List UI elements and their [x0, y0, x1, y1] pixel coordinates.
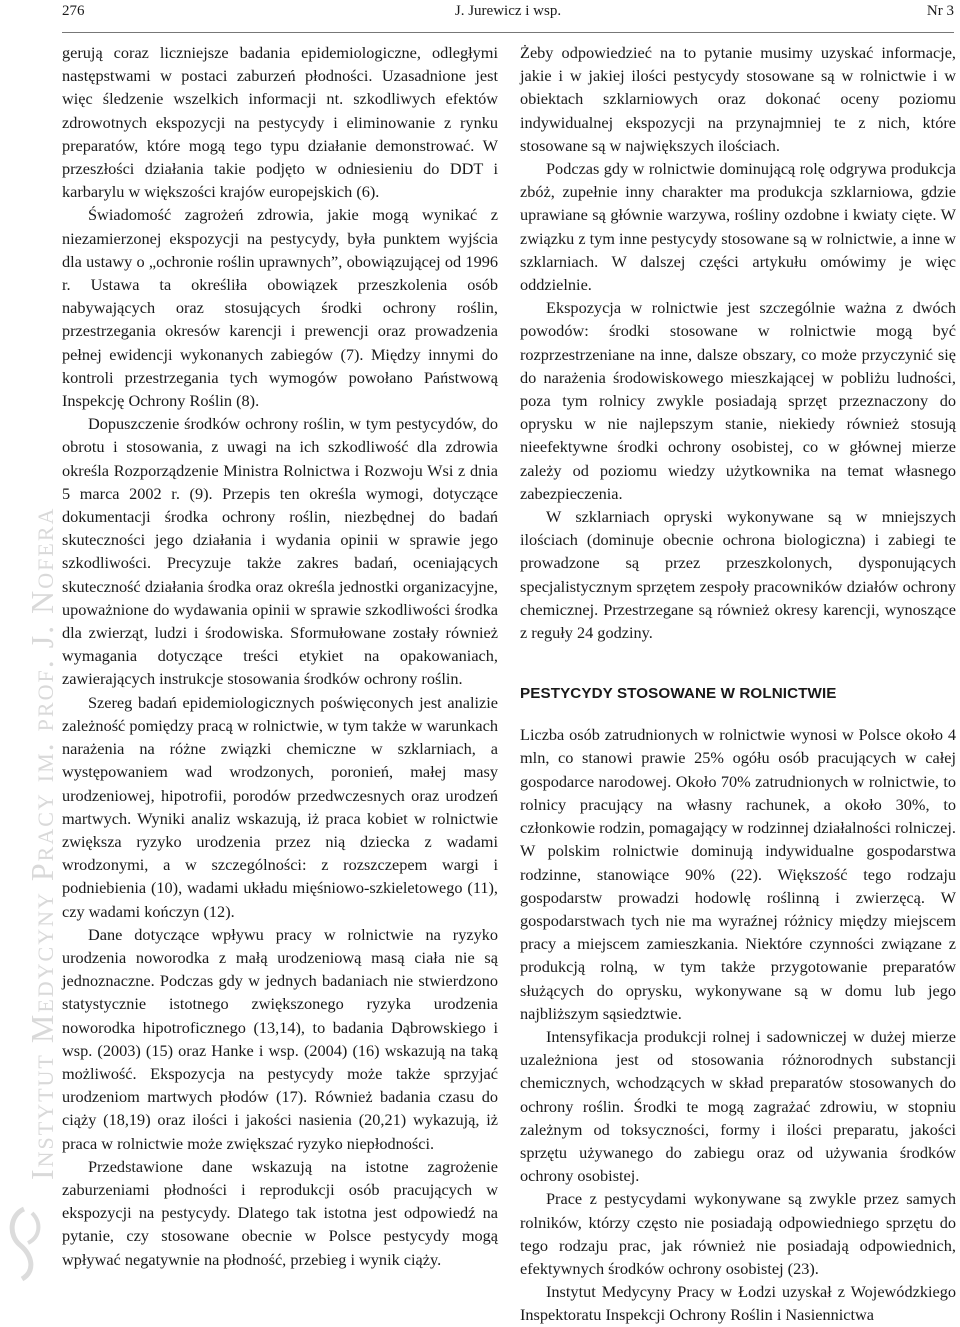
section-heading: PESTYCYDY STOSOWANE W ROLNICTWIE [520, 685, 837, 703]
paragraph: Żeby odpowiedzieć na to pytanie musimy uzyskać informacje, jakie i w jakiej ilości pestycydy stosowane są w rolnictwie i w obiektach szklarniowych oraz dokonać oceny poziomu indywidualnej ekspozycji na przynajmniej te z nich, które stosowane są w największych ilościach. [520, 43, 956, 155]
page-number: 276 [62, 3, 85, 19]
paragraph: Intensyfikacja produkcji rolnej i sadowniczej w dużej mierze uzależniona jest od stosowania różnorodnych substancji chemicznych, wchodzących w skład preparatów stosowanych do ochrony roślin. Środki te mogą zagrażać zdrowiu, w stopniu zależnym od toksyczności, formy i ilości preparatu, jakości sprzętu używanego do zabiegu oraz od używania środków ochrony osobistej. [520, 1026, 956, 1186]
paragraph: Prace z pestycydami wykonywane są zwykle przez samych rolników, którzy często nie posiadają odpowiedniego sprzętu do tego rodzaju prac, jak również nie posiadają odpowiednich, efektywnych środków ochrony osobistej (23). [520, 1189, 956, 1278]
paragraph: Instytut Medycyny Pracy w Łodzi uzyskał z Wojewódzkiego Inspektoratu Inspekcji Ochrony Roślin i Nasiennictwa [520, 1282, 956, 1325]
paragraph: W szklarniach opryski wykonywane są w mniejszych ilościach (dominuje obecnie ochrona biologiczna) i zabiegi te prowadzone są przez przeszkolonych, dysponujących specjalistycznym sprzętem zespoły pracowników działów ochrony chemicznej. Przestrzegane są również okresy karencji, wynoszące z reguły 24 godziny. [520, 507, 956, 643]
publisher-watermark: Instytut Medycyny Pracy im. prof. J. Nofera [24, 506, 60, 1180]
paragraph: Dopuszczenie środków ochrony roślin, w tym pestycydów, do obrotu i stosowania, z uwagi na ich szkodliwość dla zdrowia określa Rozporządzenie Ministra Rolnictwa i Rozwoju Wsi z dnia 5 marca 2002 r. (9). Przepis ten określa wymogi, dotyczące dokumentacji środka ochrony roślin, niezbędnej do badań skuteczności jego działania i wydania opinii w sprawie jego szkodliwości. Precyzuje także zakres badań, oceniających skuteczność działania środka oraz określa jednostki organizacyjne, upoważnione do wydawania opinii w sprawie szkodliwości środka dla zwierząt, ludzi i środowiska. Sformułowane zostały również wymagania dotyczące treści etykiet na opakowaniach, zawierających instrukcje stosowania środków ochrony roślin. [62, 414, 498, 689]
paragraph: Szereg badań epidemiologicznych poświęconych jest analizie zależność pomiędzy pracą w rolnictwie, w tym także w warunkach narażenia na różne związki chemiczne w szklarniach, a występowaniem wad wrodzonych, poronień, małej masy urodzeniowej, hipotrofii, porodów przedwczesnych oraz urodzeń martwych. Wyniki analiz wskazują, iż praca kobiet w rolnictwie zwiększa ryzyko urodzenia przez nią dziecka z wadami wrodzonymi, a w szczególności: z rozszczepem wargi i podniebienia (10), wadami układu mięśniowo-szkieletowego (11), czy wadami kończyn (12). [62, 692, 498, 921]
paragraph: Podczas gdy w rolnictwie dominującą rolę odgrywa produkcja zbóż, zupełnie inny charakter ma produkcja szklarniowa, gdzie uprawiane są głównie warzywa, rośliny ozdobne i kwiaty cięte. W związku z tym inne pestycydy stosowane są w rolnictwie, a inne w szklarniach. W dalszej części artykułu omówimy je więc oddzielnie. [520, 159, 956, 295]
paragraph: Dane dotyczące wpływu pracy w rolnictwie na ryzyko urodzenia noworodka z małą urodzeniową masą ciała nie są jednoznaczne. Podczas gdy w jednych badaniach nie stwierdzono statystycznie istotnego zwiększonego ryzyka urodzenia noworodka hipotroficznego (13,14), to badania Dąbrowskiego i wsp. (2003) (15) oraz Hanke i wsp. (2004) (16) wskazują na taką możliwość. Ekspozycja na pestycydy może także sprzyjać urodzeniom martwych płodów (17). Również badania czasu do ciąży (18,19) oraz ilości i jakości nasienia (20,21) wykazują, iż praca w rolnictwie może zwiększać ryzyko niepłodności. [62, 924, 498, 1153]
publisher-logo-icon [2, 1205, 46, 1283]
paragraph: gerują coraz liczniejsze badania epidemiologiczne, odległymi następstwami w postaci zaburzeń płodności. Uzasadnione jest więc śledzenie wszelkich informacji nt. szkodliwych efektów zdrowotnych ekspozycji na pestycydy i eliminowanie z rynku preparatów, które mogą tego typu działanie demonstrować. W przeszłości działania takie podjęto w odniesieniu do DDT i karbarylu w większości krajów europejskich (6). [62, 43, 498, 202]
paragraph: Świadomość zagrożeń zdrowia, jakie mogą wynikać z niezamierzonej ekspozycji na pestycydy, była punktem wyjścia dla ustawy o „ochronie roślin uprawnych”, obowiązującej od 1996 r. Ustawa ta określiła obowiązek przeszkolenia osób nabywających oraz stosujących środki ochrony roślin, przestrzegania okresów karencji i prewencji oraz prowadzenia pełnej ewidencji wykonanych zabiegów (7). Między innymi do kontroli przestrzegania tych wymogów powołano Państwową Inspekcję Ochrony Roślin (8). [62, 205, 498, 411]
paragraph: Ekspozycja w rolnictwie jest szczególnie ważna z dwóch powodów: środki stosowane w rolnictwie mogą być rozprzestrzeniane na inne, dalsze obszary, co może przyczynić się do narażenia środowiskowego mieszkającej w pobliżu ludności, poza tym rolnicy zwykle posiadają sprzęt przeznaczony do oprysku w nie najlepszym stanie, niekiedy również stosują nieefektywne środki ochrony osobistej, co w głównej mierze zależy od poziomu wiedzy użytkownika na temat własnego zabezpieczenia. [520, 298, 956, 503]
left-column [62, 41, 498, 1271]
right-column [520, 41, 956, 1327]
issue-number: Nr 3 [926, 3, 954, 19]
running-title: J. Jurewicz i wsp. [454, 3, 562, 19]
paragraph: Liczba osób zatrudnionych w rolnictwie wynosi w Polsce około 4 mln, co stanowi prawie 25% ogółu osób pracujących w całej gospodarce narodowej. Około 70% zatrudnionych w rolnictwie, to rolnicy pracujący na własny rachunek, a około 30%, to członkowie rodzin, pomagający w rodzinnej działalności rolniczej. W polskim rolnictwie dominują indywidualne gospodarstwa rodzinne, stanowiące 90% (22). Większość tego rodzaju gospodarstw prowadzi hodowlę roślinną i zwierzęcą. W gospodarstwach tych nie ma wyraźnej różnicy między miejscem pracy a miejscem zamieszkania. Niektóre czynności związane z produkcją rolną, w tym także przygotowanie preparatów służących do oprysku, wykonywane są w domu lub jego najbliższym sąsiedztwie. [520, 725, 956, 1023]
paragraph: Przedstawione dane wskazują na istotne zagrożenie zaburzeniami płodności i reprodukcji osób pracujących w ekspozycji na pestycydy. Dlatego tak istotna jest odpowiedź na pytanie, czy stosowane obecnie w Polsce pestycydy mogą wpływać negatywnie na płodność, przebieg i wynik ciąży. [62, 1156, 498, 1269]
running-header [62, 0, 954, 33]
